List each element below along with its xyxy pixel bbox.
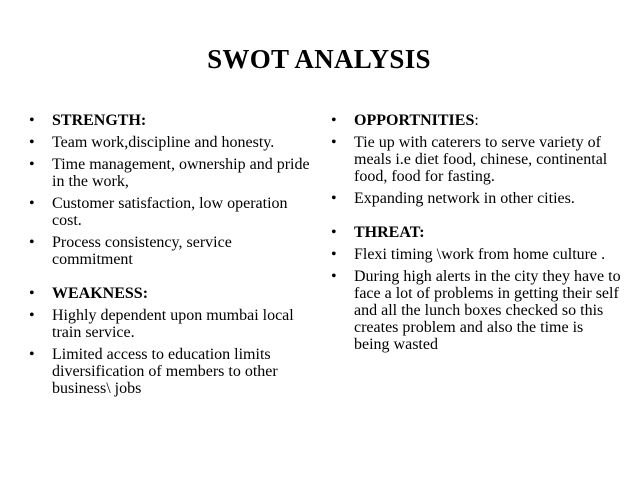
strength-heading-item [29, 112, 314, 129]
list-item [29, 346, 314, 397]
bullet-icon: • [331, 112, 337, 129]
list-item [29, 134, 314, 151]
threat-list [331, 224, 621, 353]
threat-item: During high alerts in the city they have to face a lot of problems in getting their self and all the lunch boxes checked so this creates problem and also the time is being wasted [354, 268, 621, 353]
bullet-icon: • [331, 190, 337, 207]
bullet-icon: • [29, 285, 35, 302]
opportunities-heading-item [331, 112, 621, 129]
opportunities-heading: OPPORTNITIES [354, 112, 475, 129]
weakness-heading: WEAKNESS: [52, 285, 149, 302]
opportunities-item: Expanding network in other cities. [354, 190, 575, 207]
bullet-icon: • [29, 234, 35, 251]
weakness-list [29, 285, 314, 397]
strength-list [29, 112, 314, 268]
list-item [331, 246, 621, 263]
threat-item: Flexi timing \work from home culture . [354, 246, 606, 263]
left-column [29, 112, 314, 402]
strength-item: Time management, ownership and pride in the work, [52, 156, 310, 190]
bullet-icon: • [331, 224, 337, 241]
bullet-icon: • [29, 307, 35, 324]
list-item [331, 190, 621, 207]
strength-heading: STRENGTH: [52, 112, 147, 129]
right-column [331, 112, 621, 358]
weakness-item: Limited access to education limits diversification of members to other business\ jobs [52, 346, 278, 397]
opportunities-item: Tie up with caterers to serve variety of meals i.e diet food, chinese, continental food, food for fasting. [354, 134, 608, 185]
weakness-item: Highly dependent upon mumbai local train service. [52, 307, 294, 341]
list-item [331, 268, 621, 353]
bullet-icon: • [29, 195, 35, 212]
list-item [29, 156, 314, 190]
bullet-icon: • [331, 134, 337, 151]
strength-item: Customer satisfaction, low operation cost. [52, 195, 288, 229]
bullet-icon: • [331, 268, 337, 285]
list-item [331, 134, 621, 185]
list-item [29, 234, 314, 268]
opportunities-list [331, 112, 621, 207]
bullet-icon: • [29, 112, 35, 129]
strength-item: Team work,discipline and honesty. [52, 134, 275, 151]
bullet-icon: • [331, 246, 337, 263]
threat-heading-item [331, 224, 621, 241]
list-item [29, 307, 314, 341]
weakness-heading-item [29, 285, 314, 302]
strength-item: Process consistency, service commitment [52, 234, 232, 268]
opportunities-heading-colon: : [474, 112, 479, 129]
bullet-icon: • [29, 346, 35, 363]
page-title: SWOT ANALYSIS [207, 44, 431, 74]
bullet-icon: • [29, 134, 35, 151]
threat-heading: THREAT: [354, 224, 425, 241]
bullet-icon: • [29, 156, 35, 173]
list-item [29, 195, 314, 229]
